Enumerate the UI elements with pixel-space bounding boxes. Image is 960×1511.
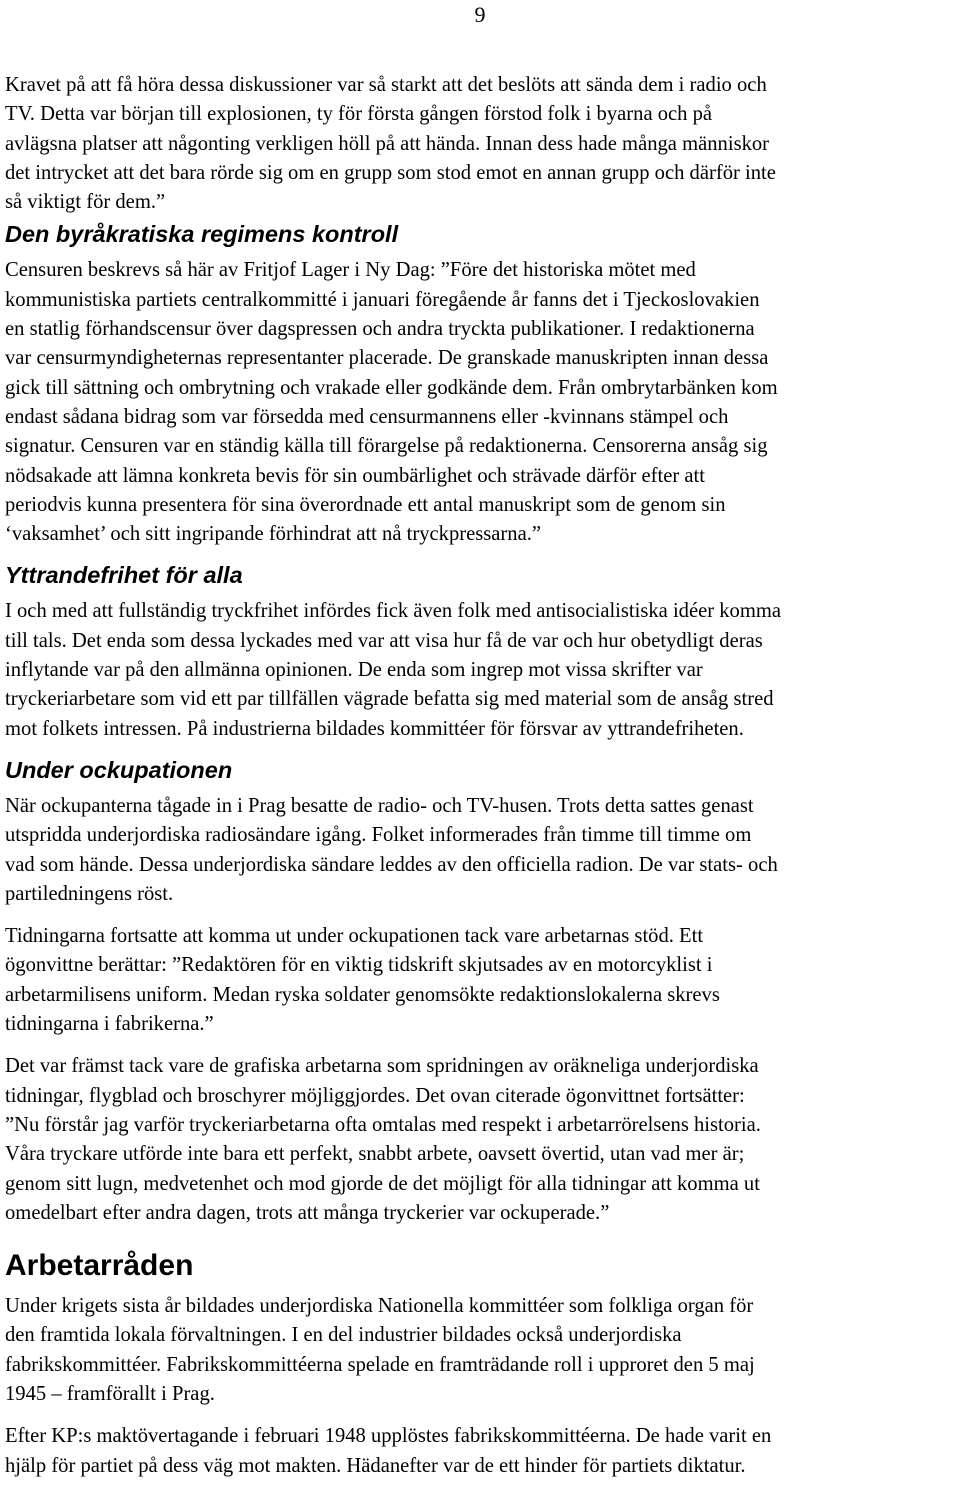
section-heading-bureaucratic: Den byråkratiska regimens kontroll bbox=[5, 221, 399, 248]
text-line: vad som hände. Dessa underjordiska sändare leddes av den officiella radion. De var stats- och bbox=[5, 853, 778, 876]
text-line: tryckeriarbetare som vid ett par tillfällen vägrade befatta sig med material som de ansåg stred bbox=[5, 688, 774, 711]
text-line: TV. Detta var början till explosionen, ty för första gången förstod folk i byarna och på bbox=[5, 103, 713, 126]
text-line: Efter KP:s maktövertagande i februari 1948 upplöstes fabrikskommittéerna. De hade varit en bbox=[5, 1425, 772, 1448]
section-heading-councils: Arbetarråden bbox=[5, 1249, 194, 1283]
text-line: Kravet på att få höra dessa diskussioner var så starkt att det beslöts att sända dem i radio och bbox=[5, 74, 767, 96]
text-line: Under krigets sista år bildades underjordiska Nationella kommittéer som folkliga organ för bbox=[5, 1295, 754, 1318]
text-line: Censuren beskrevs så här av Fritjof Lager i Ny Dag: ”Före det historiska mötet med bbox=[5, 259, 696, 282]
text-line: avlägsna platser att någonting verkligen höll på att hända. Innan dess hade många människor bbox=[5, 132, 770, 155]
text-line: var censurmyndigheternas representanter placerade. De granskade manuskripten innan dessa bbox=[5, 347, 769, 370]
text-line: en statlig förhandscensur över dagspressen och andra tryckta publikationer. I redaktionerna bbox=[5, 318, 755, 341]
text-line: fabrikskommittéer. Fabrikskommittéerna spelade en framträdande roll i upproret den 5 maj bbox=[5, 1353, 755, 1376]
page-number: 9 bbox=[474, 2, 486, 27]
text-line: ‘vaksamhet’ och sitt ingripande förhindrat att nå tryckpressarna.” bbox=[5, 523, 542, 546]
text-line: tidningar, flygblad och broschyrer möjliggjordes. Det ovan citerade ögonvittnet fortsätter: bbox=[5, 1084, 745, 1107]
text-line: Våra tryckare utförde inte bara ett perfekt, snabbt arbete, oavsett övertid, utan vad mer är; bbox=[5, 1143, 745, 1166]
text-line: omedelbart efter andra dagen, trots att många tryckerier var ockuperade.” bbox=[5, 1201, 610, 1224]
text-line: hjälp för partiet på dess väg mot makten. Hädanefter var de ett hinder för partiets diktatur. bbox=[5, 1454, 746, 1477]
councils-paragraph-1 bbox=[5, 1292, 959, 1409]
councils-paragraph-2 bbox=[5, 1422, 959, 1481]
text-line: genom sitt lugn, medvetenhet och mod gjorde de det möjligt för alla tidningar att komma ut bbox=[5, 1172, 760, 1195]
text-line: gick till sättning och ombrytning och vrakade eller godkände dem. Från ombrytarbänken kom bbox=[5, 376, 778, 399]
text-line: den framtida lokala förvaltningen. I en del industrier bildades också underjordiska bbox=[5, 1324, 682, 1347]
section-heading-occupation: Under ockupationen bbox=[5, 756, 233, 783]
text-line: Det var främst tack vare de grafiska arbetarna som spridningen av oräkneliga underjordiska bbox=[5, 1055, 759, 1078]
text-line: så viktigt för dem.” bbox=[5, 191, 166, 214]
text-line: periodvis kunna presentera för sina överordnade ett antal manuskript som de genom sin bbox=[5, 493, 726, 516]
text-line: partiledningens röst. bbox=[5, 882, 174, 905]
text-line: mot folkets intressen. På industrierna bildades kommittéer för försvar av yttrandefriheten. bbox=[5, 717, 744, 740]
intro-paragraph bbox=[5, 71, 959, 217]
text-line: signatur. Censuren var en ständig källa till förargelse på redaktionerna. Censorerna ansåg sig bbox=[5, 435, 768, 458]
text-line: När ockupanterna tågade in i Prag besatte de radio- och TV-husen. Trots detta sattes genast bbox=[5, 794, 754, 817]
text-line: det intrycket att det bara rörde sig om en grupp som stod emot en annan grupp och därför inte bbox=[5, 161, 776, 184]
text-line: endast sådana bidrag som var försedda med censurmannens eller -kvinnans stämpel och bbox=[5, 405, 729, 428]
bureaucratic-paragraph bbox=[5, 256, 959, 549]
text-line: tidningarna i fabrikerna.” bbox=[5, 1013, 214, 1036]
section-heading-freedom: Yttrandefrihet för alla bbox=[5, 562, 243, 589]
text-line: inflytande var på den allmänna opinionen. De enda som ingrep mot vissa skrifter var bbox=[5, 659, 703, 682]
document-body bbox=[5, 71, 959, 1481]
text-line: Tidningarna fortsatte att komma ut under ockupationen tack vare arbetarnas stöd. Ett bbox=[5, 925, 704, 948]
text-line: 1945 – framförallt i Prag. bbox=[5, 1382, 215, 1405]
occupation-paragraph-1 bbox=[5, 792, 959, 909]
occupation-paragraph-2 bbox=[5, 922, 959, 1039]
freedom-paragraph bbox=[5, 597, 959, 743]
text-line: I och med att fullständig tryckfrihet infördes fick även folk med antisocialistiska idéer komma bbox=[5, 600, 782, 623]
text-line: ”Nu förstår jag varför tryckeriarbetarna ofta omtalas med respekt i arbetarrörelsens historia. bbox=[5, 1113, 761, 1136]
occupation-paragraph-3 bbox=[5, 1052, 959, 1228]
text-line: ögonvittne berättar: ”Redaktören för en viktig tidskrift skjutsades av en motorcyklist i bbox=[5, 954, 713, 977]
text-line: till tals. Det enda som dessa lyckades med var att visa hur få de var och hur obetydligt deras bbox=[5, 629, 763, 652]
text-line: nödsakade att lämna konkreta bevis för sin oumbärlighet och strävade därför efter att bbox=[5, 464, 705, 487]
text-line: kommunistiska partiets centralkommitté i januari föregående år fanns det i Tjeckoslovakien bbox=[5, 288, 760, 311]
text-line: utspridda underjordiska radiosändare igång. Folket informerades från timme till timme om bbox=[5, 824, 752, 847]
text-line: arbetarmilisens uniform. Medan ryska soldater genomsökte redaktionslokalerna skrevs bbox=[5, 983, 720, 1006]
